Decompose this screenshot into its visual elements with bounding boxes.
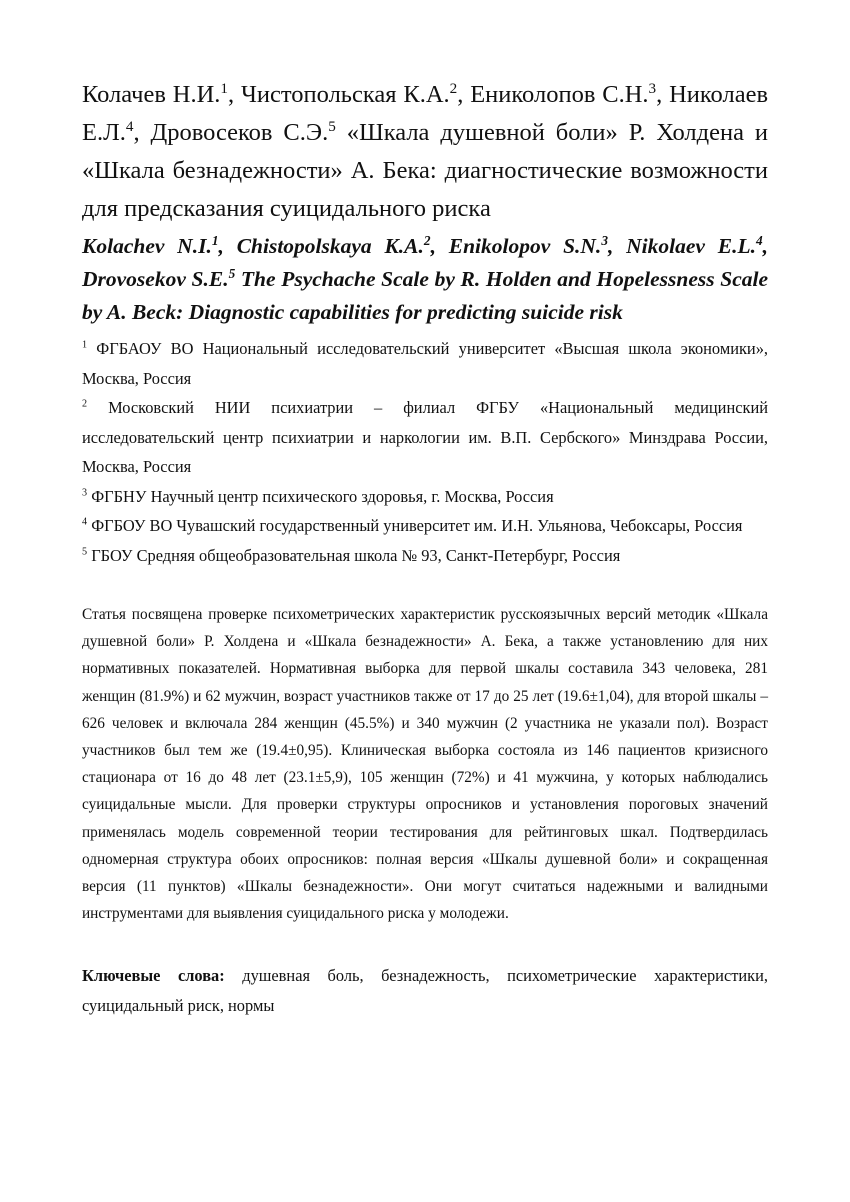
- title-en: [82, 230, 768, 329]
- paper-page: [82, 76, 768, 1037]
- abstract: Статья посвящена проверке психометрических характеристик русскоязычных версий методик «Шкала душевной боли» Р. Холдена и «Шкала безнадежности» А. Бека, а также установлению для них нормативных показателей. Нормативная выборка для первой шкалы составила 343 человека, 281 женщин (81.9%) и 62 мужчин, возраст участников также от 17 до 25 лет (19.6±1,04), для второй шкалы – 626 человек и включала 284 женщин (45.5%) и 340 мужчин (2 участника не указали пол). Возраст участников был тем же (19.4±0,95). Клиническая выборка состояла из 146 пациентов кризисного стационара от 16 до 48 лет (23.1±5,9), 105 женщин (72%) и 41 мужчина, у которых наблюдались суицидальные мысли. Для проверки структуры опросников и установления пороговых значений применялась модель современной теории тестирования для рейтинговых шкал. Подтвердилась одномерная структура обоих опросников: полная версия «Шкалы душевной боли» и сокращенная версия (11 пунктов) «Шкалы безнадежности». Они могут считаться надежными и валидными инструментами для выявления суицидального риска у молодежи.: [82, 606, 768, 923]
- affiliation-5: $^5$ ГБОУ Средняя общеобразовательная школа № 93, Санкт-Петербург, Россия: [82, 545, 621, 565]
- title-ru: [82, 76, 768, 228]
- author-ru-5: Дровосеков С.Э.$^5$: [150, 117, 336, 146]
- affiliation-3: $^3$ ФГБНУ Научный центр психического здоровья, г. Москва, Россия: [82, 486, 554, 506]
- author-ru-2: Чистопольская К.А.$^2$,: [240, 79, 471, 108]
- affiliation-4: $^4$ ФГБОУ ВО Чувашский государственный университет им. И.Н. Ульянова, Чебоксары, Россия: [82, 516, 743, 535]
- keywords: [82, 961, 768, 1020]
- author-en-2: Chistopolskaya K.A.$^2$,: [236, 232, 449, 258]
- author-en-3: Enikolopov S.N.$^3$,: [448, 232, 627, 258]
- author-en-1: Kolachev N.I.$^1$,: [82, 232, 237, 258]
- author-ru-1: Колачев Н.И.$^1$,: [82, 79, 241, 108]
- title-en-text: The Psychache Scale by R. Holden and Hopelessness Scale by A. Beck: Diagnostic capabilities for predicting suicide risk: [82, 267, 769, 324]
- title-ru-text: «Шкала душевной боли» Р. Холдена и «Шкала безнадежности» А. Бека: диагностические возможности для предсказания суицидального риска: [82, 119, 769, 222]
- affiliations: [82, 334, 768, 570]
- author-ru-4: Николаев Е.Л.$^4$,: [82, 81, 769, 146]
- affiliation-2: $^2$ Московский НИИ психиатрии – филиал ФГБУ «Национальный медицинский исследовательский центр психиатрии и наркологии им. В.П. Сербского» Минздрава России, Москва, Россия: [82, 398, 768, 476]
- author-ru-3: Ениколопов С.Н.$^3$,: [470, 79, 670, 108]
- author-en-5: Drovosekov S.E.$^5$: [82, 265, 236, 291]
- author-en-4: Nikolaev E.L.$^4$,: [626, 232, 769, 258]
- keywords-text: душевная боль, безнадежность, психометрические характеристики, суицидальный риск, нормы: [82, 966, 768, 1015]
- keywords-label: Ключевые слова:: [82, 966, 225, 986]
- affiliation-1: $^1$ ФГБАОУ ВО Национальный исследовательский университет «Высшая школа экономики», Москва, Россия: [82, 339, 768, 388]
